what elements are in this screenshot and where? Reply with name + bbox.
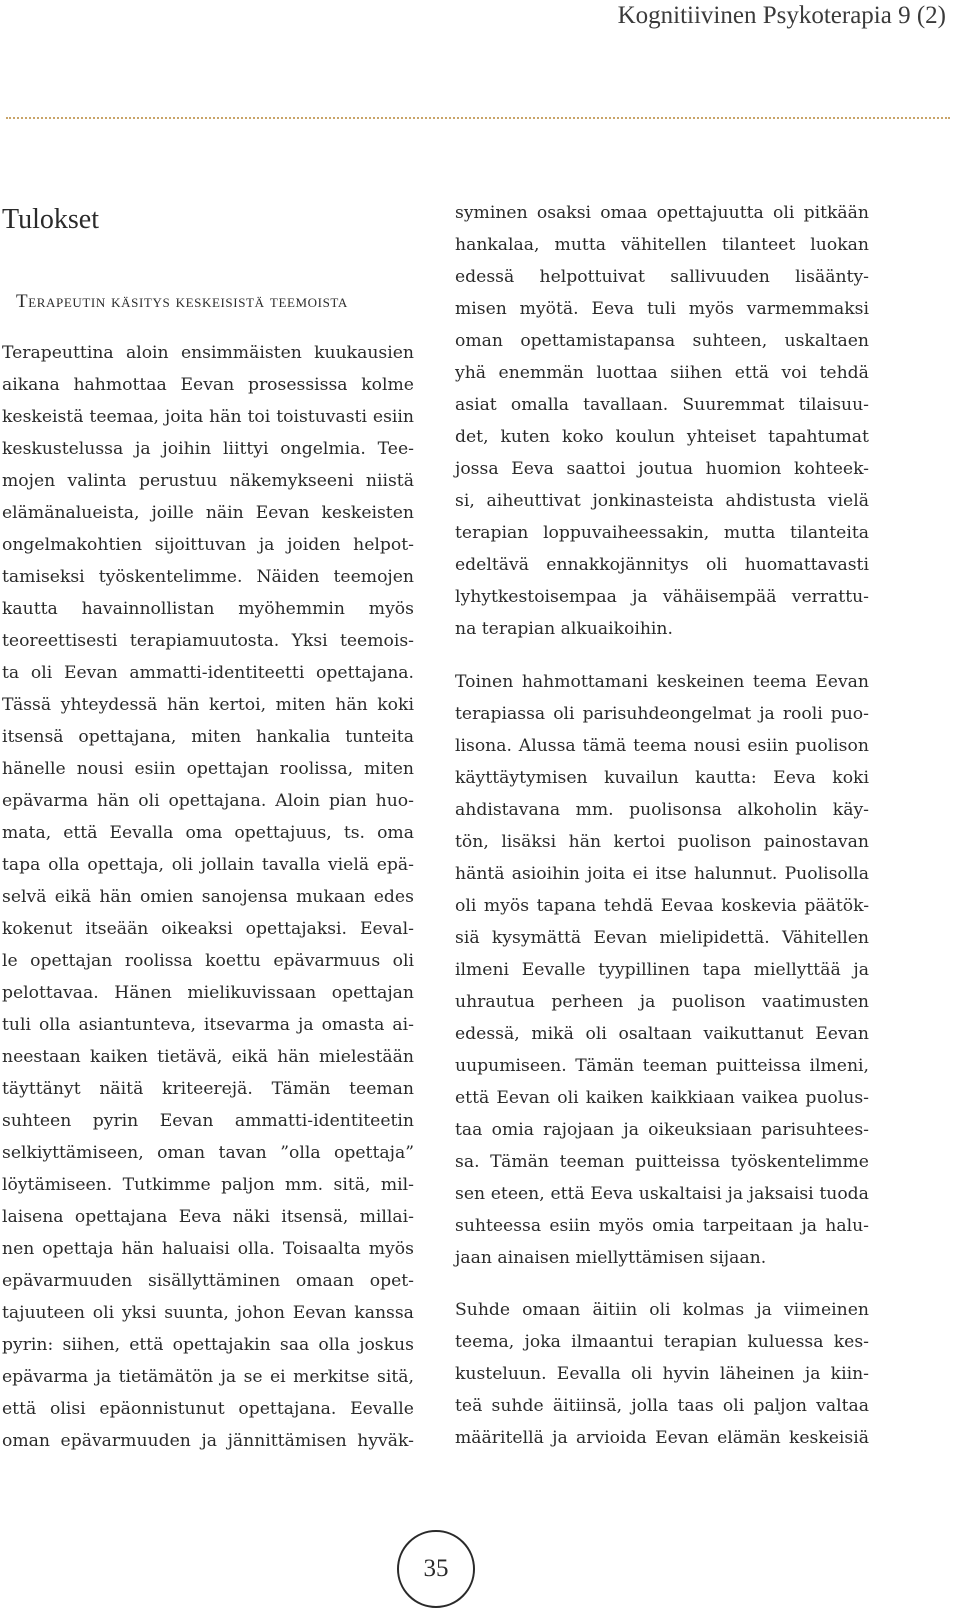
text-line: Tässä yhteydessä hän kertoi, miten hän koki	[2, 695, 414, 715]
text-line: tajuuteen oli yksi suunta, johon Eevan kanssa	[2, 1303, 414, 1323]
text-line: siä kysymättä Eevan mielipidettä. Vähitellen	[455, 928, 869, 948]
text-line: ta oli Eevan ammatti-identiteetti opettajana.	[2, 663, 414, 683]
text-line: määritellä ja arvioida Eevan elämän keskeisiä	[455, 1428, 869, 1448]
text-line: ilmeni Eevalle tyypillinen tapa miellyttää ja	[455, 960, 869, 980]
section-title: Tulokset	[2, 204, 100, 235]
page-number: 35	[397, 1530, 475, 1608]
text-line: oman epävarmuuden ja jännittämisen hyväk-	[2, 1431, 414, 1451]
text-line: keskeistä teemaa, joita hän toi toistuvasti esiin	[2, 407, 414, 427]
text-line: neestaan kaiken tietävä, eikä hän mielestään	[2, 1047, 414, 1067]
text-line: terapian loppuvaiheessakin, mutta tilanteita	[455, 523, 869, 543]
text-line: oli myös tapana tehdä Eevaa koskevia päätök-	[455, 896, 869, 916]
text-line: Terapeuttina aloin ensimmäisten kuukausien	[2, 343, 414, 363]
text-line: elämänalueista, joille näin Eevan keskeisten	[2, 503, 414, 523]
text-line: yhä enemmän luottaa siihen että voi tehdä	[455, 363, 869, 383]
text-line: Toinen hahmottamani keskeinen teema Eevan	[455, 672, 869, 692]
text-line: epävarmuuden sisällyttäminen omaan opet-	[2, 1271, 414, 1291]
text-line: itsensä opettajana, miten hankalia tunteita	[2, 727, 414, 747]
text-line: syminen osaksi omaa opettajuutta oli pitkään	[455, 203, 869, 223]
text-line: asiat omalla tavallaan. Suuremmat tilaisuu-	[455, 395, 869, 415]
text-line: kusteluun. Eevalla oli hyvin läheinen ja kiin-	[455, 1364, 869, 1384]
text-line: häntä asioihin joita ei itse halunnut. Puolisolla	[455, 864, 869, 884]
text-line: edeltävä ennakkojännitys oli huomattavasti	[455, 555, 869, 575]
text-line: uupumiseen. Tämän teeman puitteissa ilmeni,	[455, 1056, 869, 1076]
text-line: edessä helpottuivat sallivuuden lisäänty-	[455, 267, 869, 287]
text-line: pyrin: siihen, että opettajakin saa olla joskus	[2, 1335, 414, 1355]
text-line: käyttäytymisen kuvailun kautta: Eeva koki	[455, 768, 869, 788]
text-line: tön, lisäksi hän kertoi puolison painostavan	[455, 832, 869, 852]
text-line: tamiseksi työskentelimme. Näiden teemojen	[2, 567, 414, 587]
text-line: aikana hahmottaa Eevan prosessissa kolme	[2, 375, 414, 395]
text-line: jaan ainaisen miellyttämisen sijaan.	[455, 1248, 767, 1268]
text-line: tapa olla opettaja, oli jollain tavalla vielä epä-	[2, 855, 414, 875]
text-line: mata, että Eevalla oma opettajuus, ts. oma	[2, 823, 414, 843]
text-line: jossa Eeva saattoi joutua huomion kohteek-	[455, 459, 869, 479]
text-line: lisona. Alussa tämä teema nousi esiin puolison	[455, 736, 869, 756]
text-line: det, kuten koko koulun yhteiset tapahtumat	[455, 427, 869, 447]
text-line: hänelle nousi esiin opettajan roolissa, miten	[2, 759, 414, 779]
text-line: si, aiheuttivat jonkinasteista ahdistusta vielä	[455, 491, 869, 511]
text-line: teoreettisesti terapiamuutosta. Yksi teemois-	[2, 631, 414, 651]
text-line: epävarma ja tietämätön ja se ei merkitse sitä,	[2, 1367, 414, 1387]
text-line: taa omia rajojaan ja oikeuksiaan parisuhtees-	[455, 1120, 869, 1140]
text-line: sa. Tämän teeman puitteissa työskentelimme	[455, 1152, 869, 1172]
text-line: ahdistavana mm. puolisonsa alkoholin käy-	[455, 800, 869, 820]
text-line: epävarma hän oli opettajana. Aloin pian huo-	[2, 791, 414, 811]
text-line: kokenut itseään oikeaksi opettajaksi. Eeval-	[2, 919, 414, 939]
text-line: että olisi epäonnistunut opettajana. Eevalle	[2, 1399, 414, 1419]
text-line: laisena opettajana Eeva näki itsensä, millai-	[2, 1207, 414, 1227]
text-line: oman opettamistapansa suhteen, uskaltaen	[455, 331, 869, 351]
text-line: na terapian alkuaikoihin.	[455, 619, 673, 639]
text-line: nen opettaja hän haluaisi olla. Toisaalta myös	[2, 1239, 414, 1259]
text-line: Suhde omaan äitiin oli kolmas ja viimeinen	[455, 1300, 869, 1320]
header-divider	[6, 117, 950, 119]
text-line: misen myötä. Eeva tuli myös varmemmaksi	[455, 299, 869, 319]
text-line: suhteen pyrin Eevan ammatti-identiteetin	[2, 1111, 414, 1131]
text-line: edessä, mikä oli osaltaan vaikuttanut Eevan	[455, 1024, 869, 1044]
journal-title: Kognitiivinen Psykoterapia 9 (2)	[617, 2, 946, 29]
text-line: uhrautua perheen ja puolison vaatimusten	[455, 992, 869, 1012]
text-line: tuli olla asiantunteva, itsevarma ja omasta ai-	[2, 1015, 414, 1035]
text-line: terapiassa oli parisuhdeongelmat ja rooli puo-	[455, 704, 869, 724]
text-line: sen eteen, että Eeva uskaltaisi ja jaksaisi tuoda	[455, 1184, 869, 1204]
subsection-title: Terapeutin käsitys keskeisistä teemoista	[16, 291, 348, 312]
text-line: mojen valinta perustuu näkemykseeni niistä	[2, 471, 414, 491]
text-line: le opettajan roolissa koettu epävarmuus oli	[2, 951, 414, 971]
text-line: ongelmakohtien sijoittuvan ja joiden helpot-	[2, 535, 414, 555]
text-line: suhteessa esiin myös omia tarpeitaan ja halu-	[455, 1216, 869, 1236]
text-line: että Eevan oli kaiken kaikkiaan vaikea puolus-	[455, 1088, 869, 1108]
text-line: kautta havainnollistan myöhemmin myös	[2, 599, 414, 619]
text-line: selvä eikä hän omien sanojensa mukaan edes	[2, 887, 414, 907]
text-line: täyttänyt näitä kriteerejä. Tämän teeman	[2, 1079, 414, 1099]
text-line: selkiyttämiseen, oman tavan ”olla opettaja”	[2, 1143, 414, 1163]
text-line: löytämiseen. Tutkimme paljon mm. sitä, mil-	[2, 1175, 414, 1195]
text-line: lyhytkestoisempaa ja vähäisempää verrattu-	[455, 587, 869, 607]
text-line: teema, joka ilmaantui terapian kuluessa kes-	[455, 1332, 869, 1352]
text-line: pelottavaa. Hänen mielikuvissaan opettajan	[2, 983, 414, 1003]
text-line: keskustelussa ja joihin liittyi ongelmia. Tee-	[2, 439, 414, 459]
text-line: teä suhde äitiinsä, jolla taas oli paljon valtaa	[455, 1396, 869, 1416]
text-line: hankalaa, mutta vähitellen tilanteet luokan	[455, 235, 869, 255]
